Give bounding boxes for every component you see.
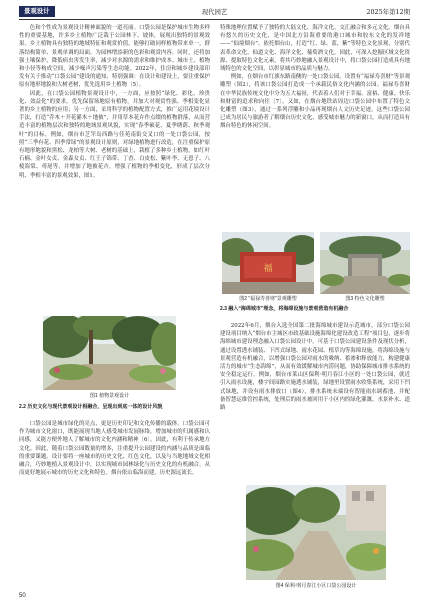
figure-2-caption: 图2 “福禄寿喜财”景观雕塑 (239, 296, 297, 302)
figure-4-photo (246, 485, 386, 580)
body-paragraph: 口袋公园是城市绿化的亮点，更是历史印记和文化传播的载体。口袋公园可作为城市文化窗口，既能展现当地人感受城市发展脉络，增加城市的归属感和认同感，又能方便外地人了解城市的文化内涵和精神〔6〕。因此，有利于传承地方文化。因此，随着口袋公园数量的增多，注重提升公园建设的内涵与品质是面临的重要课题。设计要将一座城市的历史文化、红色文化，以及与当地地域文化相融合，巧妙地植入景观设计中，以实现城市园林绿化与历史文化的有机融合，从而更好地展示城市的历史文化和特色。烟台依山临海而建，历史源远流长， (19, 421, 210, 477)
body-paragraph: 色和个性成为景观设计精神面貌的一道亮丽。口袋公园是保护城市生物多样性的重要基地，许多乡土植物广泛栽于公园林下、坡体，展现出独特的景观效果。乡土植物具有独特的地域特征和观赏价值，能够打破同样植物带来单一、群落结构简单、景观单调的局面，为园林增添新的色彩和观赏内容。同时，还将加强土壤保护、降低病虫害发生率，减少对水源的需求和维护成本。城市土、植物和小径等构成空间，减少噪声污染等生态功能。2022年，住房和城乡建设部印发有关于推动“口袋公园”建设的通知，特别强调：在设计和建设上，要注重保护原有地形地貌和大树老树，优先选用乡土植物〔5〕。 (19, 25, 210, 89)
running-header (19, 6, 410, 20)
section-3-text (220, 322, 410, 412)
section-heading: 2.2 历史文化与现代景观设计相融合，呈现出到底一体的设计风貌 (19, 404, 163, 410)
left-column (19, 24, 210, 180)
body-paragraph: 2022年6月，烟台入选全国第二批海绵城市建设示范城市，部分口袋公园建设项目纳入“烟台市主城区市政基础设施海绵化建设改造工程”项目包，逐步将海绵城市建设理念融入口袋公园设计中。可基于口袋公园建设条件及现状分析，通过设置透水铺装、下凹式绿地、雨水花园、植草沟等海绵设施，将海绵设施与景观营造有机融合，以增强口袋公园对雨水的吸纳、蓄渗和释放能力，构建健康活力的城市“生态海绵”，从而有效缓解城市内涝问题，协助保障城市排水系统的安全稳定运行。例如，烟台市莱山区保利·明月春江小区的一处口袋公园，就近引入雨水设施，楼宇间园路实施透水铺装，绿地里设置雨水收集系统，采用下凹式绿地，并设有雨水排放口（图4），排水系统未端设有智能雨水调蓄池，并配备智慧运维管控系统，处理后的雨水被回用于小区内的绿化灌溉、水景补水、道路 (220, 323, 410, 412)
body-paragraph: 特殊地理位置赋予了独特的大陆文化、海洋文化、交汇融合和多元文化。烟台具有悠久的历史文化，是中国北方沿海重要的港口城市和胶东文化的发祥地——“仙境烟台”。依托烟台山，打造“红、绿、蓝、紫”等特色文化景观，分别代表革命文化、仙道文化、海洋文化、葡萄酒文化。因此，可深入挖掘区域文化资源，提取特色文化元素，将其巧妙地融入景观设计中，将口袋公园打造成具有地域特色的文化空间，以彰显城市的品质与魅力。 (220, 25, 410, 73)
section-2-text (19, 420, 210, 477)
page-number: 50 (19, 593, 26, 599)
svg-text:福: 福 (263, 264, 273, 274)
issue-label: 2025年第12期 (366, 8, 410, 16)
figure-2-photo (222, 232, 314, 294)
section-heading: 2.3 融入“海绵城市”理念，将海绵设施与景观营造有机融合 (220, 306, 349, 312)
figure-1-caption: 图1 植物景观设计 (89, 393, 130, 399)
figure-4-caption: 图4 保利·明月春江小区口袋公园设计 (275, 583, 357, 589)
figure-1-photo (43, 316, 176, 390)
section-tag: 景观设计 (19, 6, 55, 17)
body-paragraph: 因此，在口袋公园植物景观设计中，一方面，应按照“绿化、彩化、珍贵化、效益化”的要求，优先保留场地原有植物，并加大对观赏性强、季相变化显著的乡土植物的应用；另一方面，采用科学的植物配置方式，推广运用花境设计手法，打造“乔木＋开花灌木＋地被”，并用草本花卉作点缀的植物群落，从而营造丰富的植物层次和独特的地域景观风貌，实现“春季硕花、夏季绣荫、秋季观叶”的目标。例如，烟台市芝罘岛西路与佳苑南街交叉口的一处口袋公园，按照“三季有花、四季常绿”的景观设计原则，对绿地植物进行改造，在注重保护原有地形地貌和黑松、龙柏等大树、老树的基础上，栽植了多种乡土植物，如红叶石楠、金叶女贞、金森女贞、红王子锦带、丁香、白皮松、紫叶李、无患子、八棱海棠、鸢尾等，并增加了地被花卉，增强了植物的季相变化，形成了层次分明、季相丰富的景观效果，图1。 (19, 90, 210, 179)
body-paragraph: 例如，在烟台市红旗东路南侧的一处口袋公园，设置有“福禄寿喜财”等景观雕塑（图2），将该口袋公园打造成一个承载民俗文化内涵的公园。福禄寿喜财在中华民族传统文化中分为五大福祉，代表着人们对于幸福、富裕、健康、快乐和财富的追求和向往〔7〕。又如，在烟台地铁站周边口袋公园中布置了特色文化雕塑（图3），通过一系列浮雕和小品再现烟台人文历史足迹，这些口袋公园已成为居民与旅游者了解烟台历史文化、感受城市魅力的新窗口，从而打造具有烟台特色的休闲空间。 (220, 74, 410, 130)
journal-title: 现代园艺 (201, 8, 228, 16)
figure-3-photo (320, 232, 410, 294)
right-column (220, 24, 410, 131)
figure-3-caption: 图3 特色文化雕塑 (345, 296, 385, 302)
